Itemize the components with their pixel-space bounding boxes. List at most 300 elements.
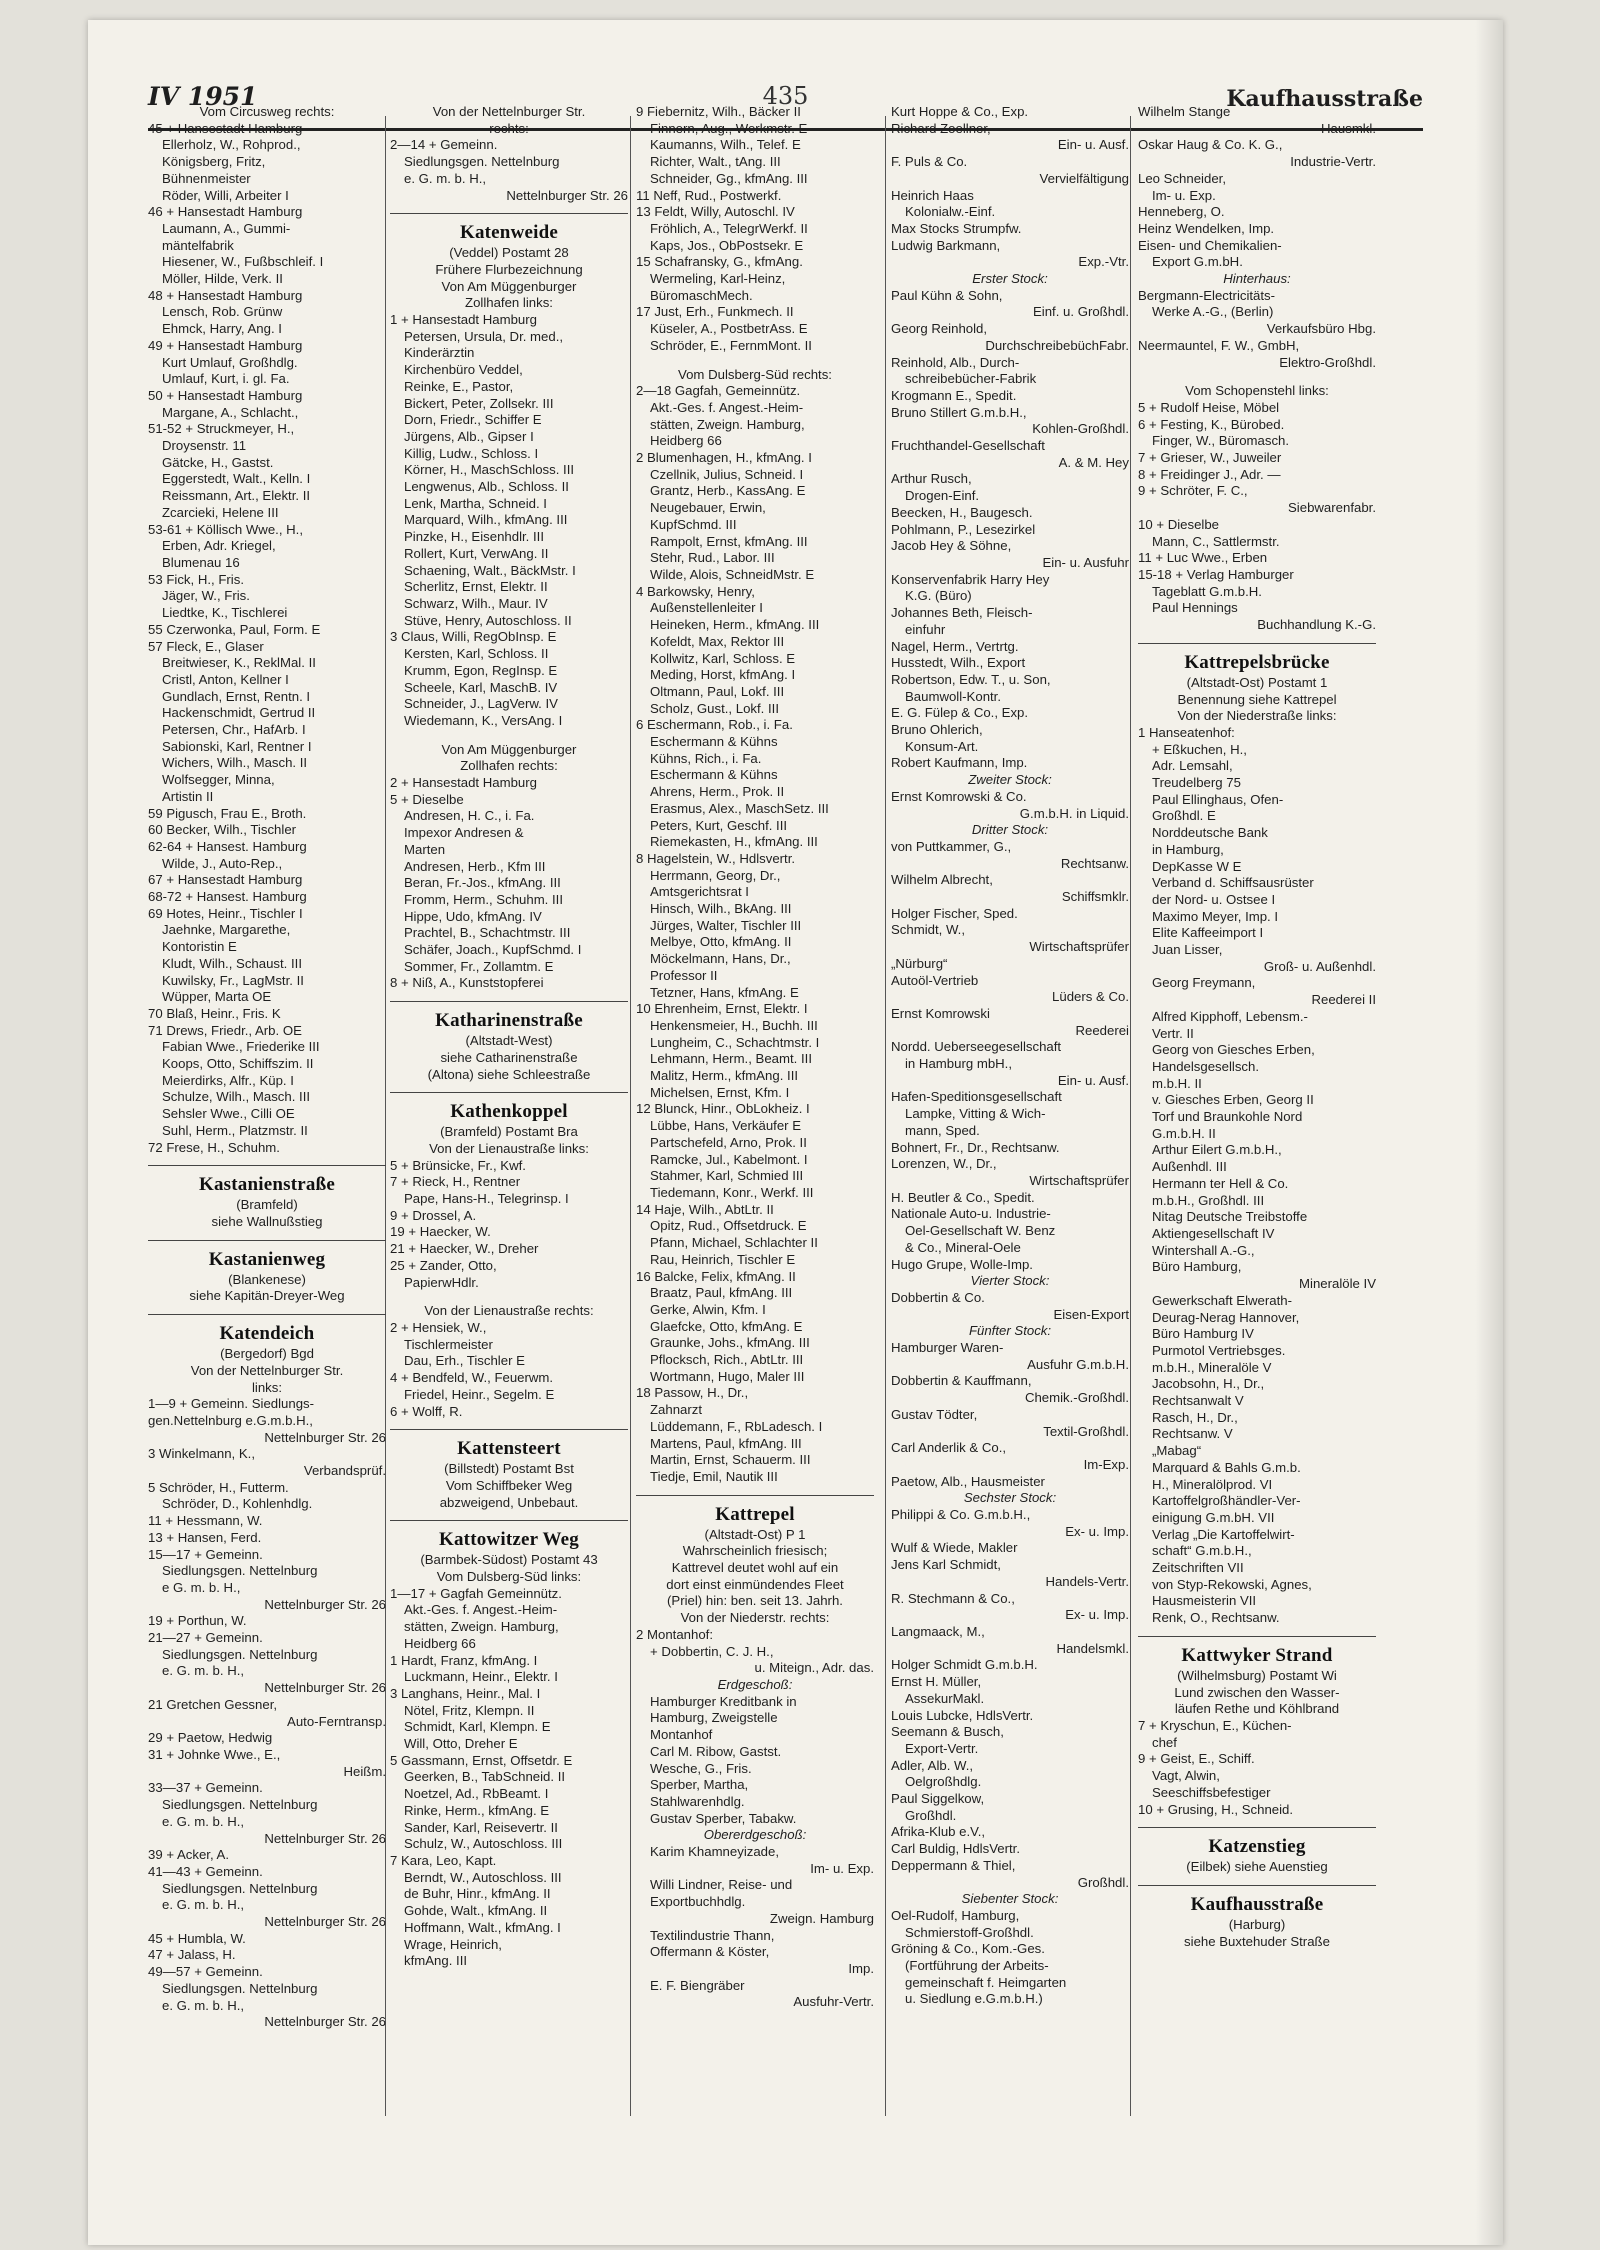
directory-entry: Konsum-Art. [905,738,979,754]
directory-entry: 60 Becker, Wilh., Tischler [148,822,297,838]
directory-entry: Amtsgerichtsrat I [650,884,749,900]
directory-entry: Kurt Umlauf, Großhdlg. [162,354,298,370]
directory-entry: Georg Reinhold, [891,321,988,337]
directory-entry: Carl Anderlik & Co., [891,1440,1007,1456]
directory-entry: Siedlungsgen. Nettelnburg [162,1797,318,1813]
directory-entry: Nötel, Fritz, Klempn. II [404,1702,535,1718]
directory-entry: Paul Ellinghaus, Ofen- [1152,791,1284,807]
directory-entry: Hackenschmidt, Gertrud II [162,705,316,721]
section-note: siehe Catharinenstraße [440,1049,578,1065]
directory-entry: Heidberg 66 [650,433,722,449]
directory-entry: & Co., Mineral-Oele [905,1239,1021,1255]
directory-entry: Tischlermeister [404,1336,493,1352]
directory-entry: Drogen-Einf. [905,488,980,504]
directory-entry: Richter, Walt., tAng. III [650,154,781,170]
directory-entry: Jens Karl Schmidt, [891,1557,1001,1573]
directory-entry: Georg Freymann, [1152,975,1256,991]
directory-entry: 12 Blunck, Hinr., ObLokheiz. I [636,1101,810,1117]
directory-entry: Außenstellenleiter I [650,600,763,616]
directory-entry: Jacob Hey & Söhne, [891,538,1012,554]
directory-entry: Eisen- und Chemikalien- [1138,237,1282,253]
section-rule [636,1486,874,1496]
directory-entry: Eschermann & Kühns [650,767,778,783]
directory-entry: Geerken, B., TabSchneid. II [404,1769,566,1785]
directory-entry: Reinhold, Alb., Durch- [891,354,1020,370]
directory-entry: Nagel, Herm., Vertrtg. [891,638,1019,654]
directory-entry: Ernst H. Müller, [891,1674,982,1690]
directory-entry: 47 + Jalass, H. [148,1947,236,1963]
directory-entry: einfuhr [905,621,946,637]
directory-entry: Johannes Beth, Fleisch- [891,605,1033,621]
directory-entry: 62-64 + Hansest. Hamburg [148,838,307,854]
section-note: Von der Lienaustraße rechts: [424,1303,594,1319]
directory-entry: „Mabag“ [1152,1443,1202,1459]
directory-entry: Buchhandlung K.-G. [1257,617,1376,633]
directory-entry: H., Mineralölprod. VI [1152,1476,1273,1492]
directory-entry: Zeitschriften VII [1152,1560,1244,1576]
section-note: abzweigend, Unbebaut. [439,1494,579,1510]
directory-entry: Gustav Tödter, [891,1406,978,1422]
section-note: Vom Dulsberg-Süd links: [436,1569,582,1585]
directory-entry: Ausfuhr-Vertr. [793,1994,874,2010]
directory-entry: Rechtsanw. V [1152,1426,1233,1442]
directory-entry: Hausmeisterin VII [1152,1593,1257,1609]
directory-entry: 18 Passow, H., Dr., [636,1385,749,1401]
directory-entry: Außenhdl. III [1152,1159,1227,1175]
directory-entry: der Nord- u. Ostsee I [1152,891,1276,907]
section-note: (Altstadt-Ost) Postamt 1 [1186,674,1328,690]
column-2 [390,104,628,2194]
directory-entry: Kohlen-Großhdl. [1032,421,1129,437]
directory-entry: Pinzke, H., Eisenhdlr. III [404,529,544,545]
floor-label: Siebenter Stock: [961,1891,1059,1907]
directory-entry: 3 Langhans, Heinr., Mal. I [390,1685,541,1701]
directory-entry: Graunke, Johs., kfmAng. III [650,1335,810,1351]
directory-entry: Robertson, Edw. T., u. Son, [891,671,1051,687]
directory-entry: E. F. Biengräber [650,1977,745,1993]
section-rule [1138,634,1376,644]
columns-container [148,104,1438,2184]
directory-entry: Exportbuchhdlg. [650,1894,746,1910]
directory-entry: Rinke, Herm., kfmAng. E [404,1802,550,1818]
directory-entry: 33—37 + Gemeinn. [148,1780,263,1796]
page-number: 435 [762,82,809,110]
directory-entry: Wirtschaftsprüfer [1029,1173,1129,1188]
section-note: (Harburg) [1228,1916,1286,1932]
directory-entry: Pohlmann, P., Lesezirkel [891,521,1036,537]
directory-entry: Siedlungsgen. Nettelnburg [162,1646,318,1662]
directory-entry: R. Stechmann & Co., [891,1590,1015,1606]
directory-entry: 14 Haje, Wilh., AbtLtr. II [636,1201,774,1217]
directory-entry: Im- u. Exp. [810,1860,874,1876]
section-note: (Bergedorf) Bgd [220,1346,314,1362]
directory-entry: Luckmann, Heinr., Elektr. I [404,1669,558,1685]
directory-entry: Nettelnburger Str. 26 [264,1596,386,1612]
section-note: (Bramfeld) Postamt Bra [440,1124,578,1140]
directory-entry: 2—14 + Gemeinn. [390,137,498,153]
directory-entry: 7 + Kryschun, E., Küchen- [1138,1717,1292,1733]
directory-entry: e G. m. b. H., [162,1579,241,1595]
directory-entry: 1—17 + Gagfah Gemeinnütz. [390,1585,562,1601]
section-rule [390,204,628,214]
directory-entry: Einf. u. Großhdl. [1032,304,1129,320]
directory-entry: 2 + Hansestadt Hamburg [390,775,537,791]
directory-entry: 21 + Haecker, W., Dreher [390,1241,539,1257]
directory-entry: Hamburger Waren- [891,1340,1004,1356]
directory-entry: + Eßkuchen, H., [1152,741,1247,757]
directory-entry: Lüders & Co. [1052,989,1129,1005]
directory-entry: Robert Kaufmann, Imp. [891,755,1028,771]
directory-entry: 53-61 + Köllisch Wwe., H., [148,521,304,537]
directory-entry: mäntelfabrik [162,237,234,253]
running-head: Kaufhausstraße [1226,86,1423,112]
directory-entry: Andresen, Herb., Kfm III [404,858,546,874]
directory-entry: m.b.H. II [1152,1075,1202,1091]
directory-entry: Chemik.-Großhdl. [1024,1390,1129,1406]
directory-entry: Wilde, J., Auto-Rep., [162,855,283,871]
directory-entry: Husstedt, Wilh., Export [891,655,1026,671]
directory-entry: Carl Buldig, HdlsVertr. [891,1841,1020,1857]
section-note: (Wilhelmsburg) Postamt Wi [1177,1667,1337,1683]
directory-entry: Martens, Paul, kfmAng. III [650,1435,802,1451]
directory-entry: Export G.m.bH. [1152,254,1243,270]
directory-entry: H. Beutler & Co., Spedit. [891,1189,1035,1205]
directory-entry: Renk, O., Rechtsanw. [1152,1610,1280,1626]
directory-entry: Elektro-Großhdl. [1279,354,1376,370]
directory-entry: Hoffmann, Walt., kfmAng. I [404,1919,561,1935]
directory-entry: Droysenstr. 11 [162,438,247,454]
directory-entry: 7 + Rieck, H., Rentner [390,1174,521,1190]
directory-entry: 10 + Grusing, H., Schneid. [1138,1801,1294,1817]
directory-entry: Verlag „Die Kartoffelwirt- [1152,1526,1295,1542]
directory-entry: Schneider, J., LagVerw. IV [404,696,558,712]
directory-entry: 11 + Hessmann, W. [148,1513,263,1529]
directory-entry: Jürgens, Alb., Gipser I [404,428,534,444]
directory-entry: in Hamburg, [1152,841,1224,857]
section-rule [390,1083,628,1093]
section-note: Von der Niederstraße links: [1177,708,1337,724]
floor-label: Sechster Stock: [963,1490,1057,1506]
directory-entry: Verband d. Schiffsausrüster [1152,875,1314,891]
directory-entry: Verbandsprüf. [303,1463,386,1479]
section-note: links: [251,1379,283,1395]
directory-entry: 9 + Drossel, A. [390,1207,477,1223]
directory-entry: Bergmann-Electricitäts- [1138,287,1276,303]
directory-entry: Holger Schmidt G.m.b.H. [891,1657,1038,1673]
directory-entry: Bruno Ohlerich, [891,722,983,738]
directory-entry: Umlauf, Kurt, i. gl. Fa. [162,371,290,387]
directory-entry: Nationale Auto-u. Industrie- [891,1206,1051,1222]
directory-entry: Wermeling, Karl-Heinz, [650,271,786,287]
street-heading: Kathenkoppel [450,1101,568,1123]
directory-entry: Eschermann & Kühns [650,734,778,750]
floor-label: Obererdgeschoß: [703,1827,807,1843]
directory-entry: Finger, W., Büromasch. [1152,433,1290,449]
directory-entry: 15—17 + Gemeinn. [148,1546,263,1562]
directory-entry: Großhdl. [905,1807,957,1823]
directory-entry: Wulf & Wiede, Makler [891,1540,1018,1556]
directory-entry: e. G. m. b. H., [162,1663,245,1679]
directory-entry: Schäfer, Joach., KupfSchmd. I [404,942,582,958]
directory-entry: Oelgroßhdlg. [905,1774,982,1790]
section-note: siehe Buxtehuder Straße [1184,1933,1330,1949]
street-heading: Katharinenstraße [435,1010,583,1032]
directory-entry: Henneberg, O. [1138,204,1225,220]
directory-entry: Siedlungsgen. Nettelnburg [162,1880,318,1896]
directory-entry: 49—57 + Gemeinn. [148,1964,263,1980]
directory-entry: Mann, C., Sattlermstr. [1152,533,1280,549]
directory-entry: Martin, Ernst, Schauerm. III [650,1452,811,1468]
section-note: Von Am Müggenburger [441,741,577,757]
directory-entry: Im- u. Exp. [1152,187,1216,203]
directory-entry: Nettelnburger Str. 26 [264,1830,386,1846]
section-note: siehe Wallnußstieg [211,1214,323,1229]
directory-entry: Kurt Hoppe & Co., Exp. [891,104,1029,119]
directory-entry: Ernst Komrowski [891,1005,990,1021]
directory-entry: Leo Schneider, [1138,170,1226,186]
directory-entry: 45 + Hansestadt Hamburg [148,120,303,136]
directory-entry: 5 + Dieselbe [390,791,464,807]
directory-entry: 2—18 Gagfah, Gemeinnütz. [636,383,801,399]
directory-entry: 3 Claus, Willi, RegObInsp. E [390,629,557,645]
directory-entry: Gätcke, H., Gastst. [162,454,274,470]
directory-entry: chef [1152,1734,1177,1750]
section-note: Zollhafen rechts: [460,758,558,774]
directory-entry: 69 Hotes, Heinr., Tischler I [148,905,303,921]
section-note: Wahrscheinlich friesisch; [682,1543,828,1559]
directory-entry: Tiedemann, Konr., Werkf. III [650,1185,814,1200]
directory-entry: 1—9 + Gemeinn. Siedlungs- [148,1396,315,1412]
directory-entry: Heineken, Herm., kfmAng. III [650,617,820,633]
street-heading: Kaufhausstraße [1190,1893,1324,1915]
directory-entry: Büro Hamburg, [1152,1259,1242,1275]
directory-entry: Andresen, H. C., i. Fa. [404,808,535,824]
directory-entry: Heißm. [343,1763,386,1779]
directory-entry: Kersten, Karl, Schloss. II [404,646,549,662]
directory-entry: Herrmann, Georg, Dr., [650,867,781,883]
directory-entry: 25 + Zander, Otto, [390,1257,497,1273]
directory-entry: Baumwoll-Kontr. [905,688,1002,704]
directory-entry: Seeschiffsbefestiger [1152,1784,1271,1800]
directory-entry: Meierdirks, Alfr., Küp. I [162,1072,294,1088]
directory-entry: Berndt, W., Autoschloss. III [404,1869,562,1885]
directory-entry: Ex- u. Imp. [1065,1523,1129,1539]
directory-entry: Gewerkschaft Elwerath- [1152,1292,1292,1308]
directory-entry: Ludwig Barkmann, [891,237,1001,253]
directory-entry: schaft“ G.m.b.H., [1152,1543,1252,1559]
directory-entry: Siedlungsgen. Nettelnburg [162,1980,318,1996]
directory-entry: 2 Blumenhagen, H., kfmAng. I [636,450,812,466]
directory-entry: Sehsler Wwe., Cilli OE [162,1106,295,1122]
section-note: Von der Nettelnburger Str. [190,1362,344,1378]
directory-entry: Margane, A., Schlacht., [162,404,299,420]
directory-entry: 3 Winkelmann, K., [148,1446,256,1462]
directory-entry: Petersen, Chr., HafArb. I [162,722,306,738]
section-note: (Barmbek-Südost) Postamt 43 [420,1552,598,1568]
directory-entry: Bühnenmeister [162,170,251,186]
directory-entry: Fabian Wwe., Friederike III [162,1039,320,1055]
section-note: (Altona) siehe Schleestraße [427,1066,591,1082]
directory-entry: G.m.b.H. II [1152,1125,1216,1141]
directory-entry: Wilde, Alois, SchneidMstr. E [650,566,815,582]
directory-entry: Gohde, Walt., kfmAng. II [404,1903,548,1919]
directory-entry: AssekurMakl. [905,1690,985,1706]
directory-entry: 9 + Geist, E., Schiff. [1138,1751,1255,1767]
directory-entry: Beecken, H., Baugesch. [891,504,1033,520]
directory-entry: Wichers, Wilh., Masch. II [162,755,308,771]
directory-entry: Rechtsanw. [1060,855,1129,871]
directory-entry: Großhdl. [1077,1874,1129,1890]
directory-entry: Ein- u. Ausf. [1057,137,1129,153]
directory-entry: Siedlungsgen. Nettelnburg [404,154,560,170]
directory-entry: 13 Feldt, Willy, Autoschl. IV [636,204,795,220]
directory-entry: 71 Drews, Friedr., Arb. OE [148,1022,302,1038]
directory-entry: Im-Exp. [1083,1456,1129,1472]
directory-entry: Blumenau 16 [162,554,240,570]
directory-entry: 68-72 + Hansest. Hamburg [148,889,307,905]
directory-entry: Schmierstoff-Großhdl. [905,1924,1034,1940]
directory-entry: 49 + Hansestadt Hamburg [148,337,303,353]
directory-entry: 45 + Humbla, W. [148,1930,246,1946]
directory-entry: Kaps, Jos., ObPostsekr. E [650,237,804,253]
directory-entry: Pape, Hans-H., Telegrinsp. I [404,1191,569,1207]
directory-entry: Ein- u. Ausfuhr [1042,554,1129,570]
directory-entry: Afrika-Klub e.V., [891,1824,986,1840]
directory-entry: Partschefeld, Arno, Prok. II [650,1134,807,1150]
section-rule [390,992,628,1002]
section-note: (Veddel) Postamt 28 [449,245,569,261]
directory-entry: Dau, Erh., Tischler E [404,1353,525,1369]
street-heading: Kastanienstraße [199,1174,335,1196]
directory-entry: Krogmann E., Spedit. [891,387,1017,403]
street-heading: Kattrepel [715,1503,795,1525]
directory-entry: Schaening, Walt., BäckMstr. I [404,562,576,578]
floor-label: Fünfter Stock: [968,1323,1052,1339]
street-heading: Kattwyker Strand [1181,1644,1333,1666]
floor-label: Vierter Stock: [970,1273,1050,1289]
directory-entry: Stahmer, Karl, Schmied III [650,1168,804,1184]
directory-entry: Gustav Sperber, Tabakw. [650,1810,797,1826]
directory-entry: Marten [404,841,446,857]
directory-entry: Scheele, Karl, MaschB. IV [404,679,558,695]
directory-entry: Erben, Adr. Kriegel, [162,538,276,554]
section-note: Frühere Flurbezeichnung [435,261,583,277]
directory-entry: 21—27 + Gemeinn. [148,1630,263,1646]
directory-entry: Wirtschaftsprüfer [1029,939,1129,955]
directory-entry: m.b.H., Mineralöle V [1152,1359,1272,1375]
floor-label: Zweiter Stock: [968,772,1052,788]
directory-entry: Paul Kühn & Sohn, [891,287,1003,303]
directory-entry: e. G. m. b. H., [162,1997,245,2013]
spacer [636,355,874,367]
directory-entry: Meding, Horst, kfmAng. I [650,667,796,683]
directory-entry: 2 Montanhof: [636,1626,713,1642]
directory-entry: Rasch, H., Dr., [1152,1409,1238,1425]
directory-entry: Kontoristin E [162,939,237,955]
directory-entry: Reinke, E., Pastor, [404,378,514,394]
floor-label: Erster Stock: [972,271,1048,287]
directory-entry: Schiffsmklr. [1061,889,1129,905]
directory-entry: Röder, Willi, Arbeiter I [162,187,289,203]
directory-entry: Torf und Braunkohle Nord [1152,1109,1303,1125]
directory-entry: Jäger, W., Fris. [162,588,250,604]
section-note: Benennung siehe Kattrepel [1177,691,1337,707]
directory-entry: 5 + Rudolf Heise, Möbel [1138,399,1280,415]
directory-entry: Aktiengesellschaft IV [1152,1226,1275,1241]
street-heading: Katzenstieg [1208,1836,1306,1858]
directory-entry: Adr. Lemsahl, [1152,758,1233,774]
directory-entry: Nettelnburger Str. 26 [506,187,628,203]
directory-entry: Killig, Ludw., Schloss. I [404,445,539,461]
directory-entry: Büro Hamburg IV [1152,1326,1254,1342]
directory-entry: G.m.b.H. in Liquid. [1019,805,1129,821]
directory-entry: Wintershall A.-G., [1152,1242,1255,1258]
section-rule [390,1511,628,1521]
directory-entry: Hermann ter Hell & Co. [1152,1175,1289,1191]
section-note: läufen Rethe und Köhlbrand [1174,1701,1340,1717]
directory-entry: Ex- u. Imp. [1065,1607,1129,1623]
directory-entry: Treudelberg 75 [1152,775,1241,791]
section-note: Vom Circusweg rechts: [199,104,335,119]
section-note: Von der Lienaustraße links: [429,1140,589,1156]
directory-entry: de Buhr, Hinr., kfmAng. II [404,1886,551,1902]
directory-entry: Gerke, Alwin, Kfm. I [650,1301,766,1317]
directory-entry: Autoöl-Vertrieb [891,972,979,988]
directory-entry: gen.Nettelnburg e.G.m.b.H., [148,1412,313,1428]
directory-entry: Seemann & Busch, [891,1724,1004,1740]
directory-entry: 8 Hagelstein, W., Hdlsvertr. [636,850,796,866]
page-edge-shadow [1475,20,1503,2245]
directory-entry: Professor II [650,967,718,983]
section-note: Von der Nettelnburger Str. [432,104,586,119]
directory-entry: 10 + Dieselbe [1138,516,1220,532]
section-note: Vom Dulsberg-Süd rechts: [678,366,832,382]
directory-entry: Oltmann, Paul, Lokf. III [650,683,785,699]
directory-entry: Prachtel, B., Schachtmstr. III [404,925,571,941]
directory-entry: Lehmann, Herm., Beamt. III [650,1051,812,1067]
directory-entry: 19 + Haecker, W. [390,1224,491,1240]
directory-entry: Petersen, Ursula, Dr. med., [404,328,564,344]
directory-entry: Koops, Otto, Schiffszim. II [162,1056,314,1072]
directory-entry: Heinrich Haas [891,187,974,203]
directory-entry: Czellnik, Julius, Schneid. I [650,466,804,482]
directory-entry: Küseler, A., PostbetrAss. E [650,321,808,337]
directory-entry: einigung G.m.bH. VII [1152,1509,1275,1525]
directory-entry: Bickert, Peter, Zollsekr. III [404,395,554,411]
directory-entry: Eggerstedt, Walt., Kelln. I [162,471,311,487]
directory-entry: stätten, Zweign. Hamburg, [650,416,805,432]
directory-entry: u. Siedlung e.G.m.b.H.) [905,1991,1043,2007]
directory-entry: 9 + Schröter, F. C., [1138,483,1248,499]
section-rule [1138,1876,1376,1886]
directory-entry: Kühns, Rich., i. Fa. [650,750,762,766]
directory-entry: Vertr. II [1152,1025,1194,1041]
directory-entry: Auto-Ferntransp. [287,1713,386,1729]
directory-entry: Textil-Großhdl. [1043,1423,1129,1439]
directory-entry: Fromm, Herm., Schuhm. III [404,891,564,907]
directory-entry: Braatz, Paul, kfmAng. III [650,1285,793,1301]
directory-entry: Laumann, A., Gummi- [162,220,291,236]
directory-entry: 5 + Brünsicke, Fr., Kwf. [390,1157,526,1173]
directory-entry: 50 + Hansestadt Hamburg [148,387,303,403]
directory-entry: 15 Schafransky, G., kfmAng. [636,254,803,270]
floor-label: Erdgeschoß: [717,1676,793,1692]
directory-entry: 39 + Acker, A. [148,1847,230,1863]
directory-entry: Rollert, Kurt, VerwAng. II [404,545,549,561]
directory-entry: A. & M. Hey [1058,454,1129,470]
directory-entry: Gundlach, Ernst, Rentn. I [162,688,311,704]
directory-entry: Lampke, Vitting & Wich- [905,1106,1046,1122]
